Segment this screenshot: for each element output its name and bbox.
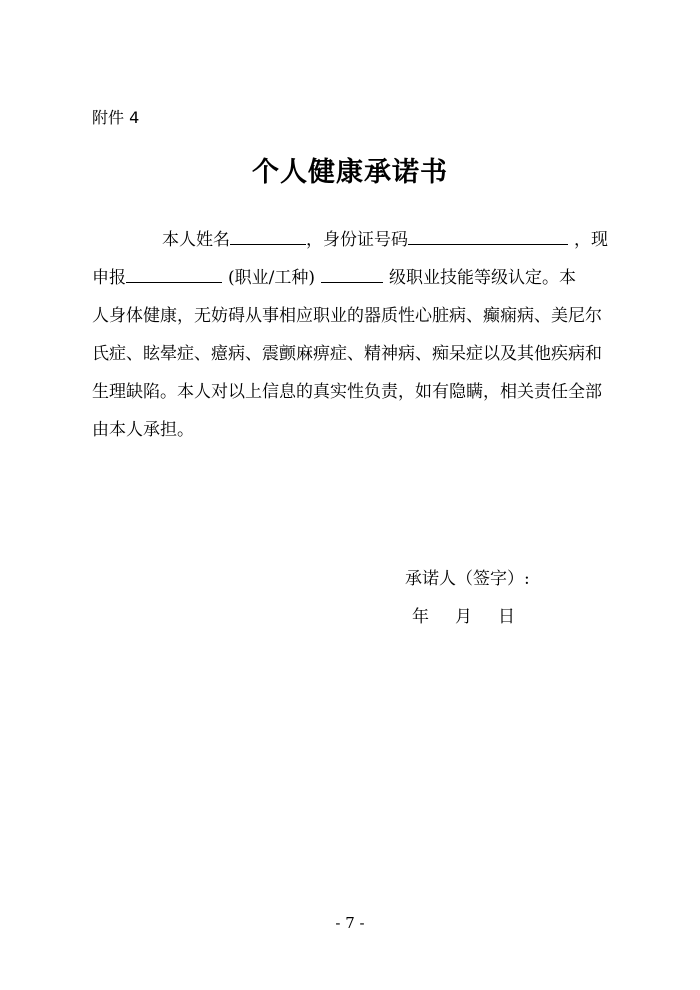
page-number: - 7 - <box>335 914 365 932</box>
signature-label: 承诺人（签字）: <box>405 569 530 589</box>
day-label: 日 <box>498 607 515 627</box>
body-line-3: 人身体健康，无妨碍从事相应职业的器质性心脏病、癫痫病、美尼尔 <box>92 306 602 326</box>
occupation-blank[interactable] <box>126 266 222 283</box>
id-number-blank[interactable] <box>408 228 568 245</box>
document-title: 个人健康承诺书 <box>252 157 448 188</box>
body-line-6: 由本人承担。 <box>92 420 194 440</box>
name-blank[interactable] <box>230 228 306 245</box>
level-blank[interactable] <box>321 266 383 283</box>
year-label: 年 <box>412 607 429 627</box>
name-label: 本人姓名 <box>162 230 230 250</box>
attachment-label: 附件 4 <box>92 108 140 127</box>
id-label: ，身份证号码 <box>306 230 408 250</box>
body-line-4: 氏症、眩晕症、癔病、震颤麻痹症、精神病、痴呆症以及其他疾病和 <box>92 344 602 364</box>
body-line-5: 生理缺陷。本人对以上信息的真实性负责，如有隐瞒，相关责任全部 <box>92 382 602 402</box>
current-label: ，现 <box>574 230 608 250</box>
month-label: 月 <box>455 607 472 627</box>
body-line-1 <box>162 228 608 252</box>
date-line <box>412 602 515 627</box>
body-line-2 <box>92 266 576 290</box>
occupation-label: (职业/工种) <box>228 268 315 288</box>
apply-label: 申报 <box>92 268 126 288</box>
level-label: 级职业技能等级认定。本 <box>389 268 576 288</box>
